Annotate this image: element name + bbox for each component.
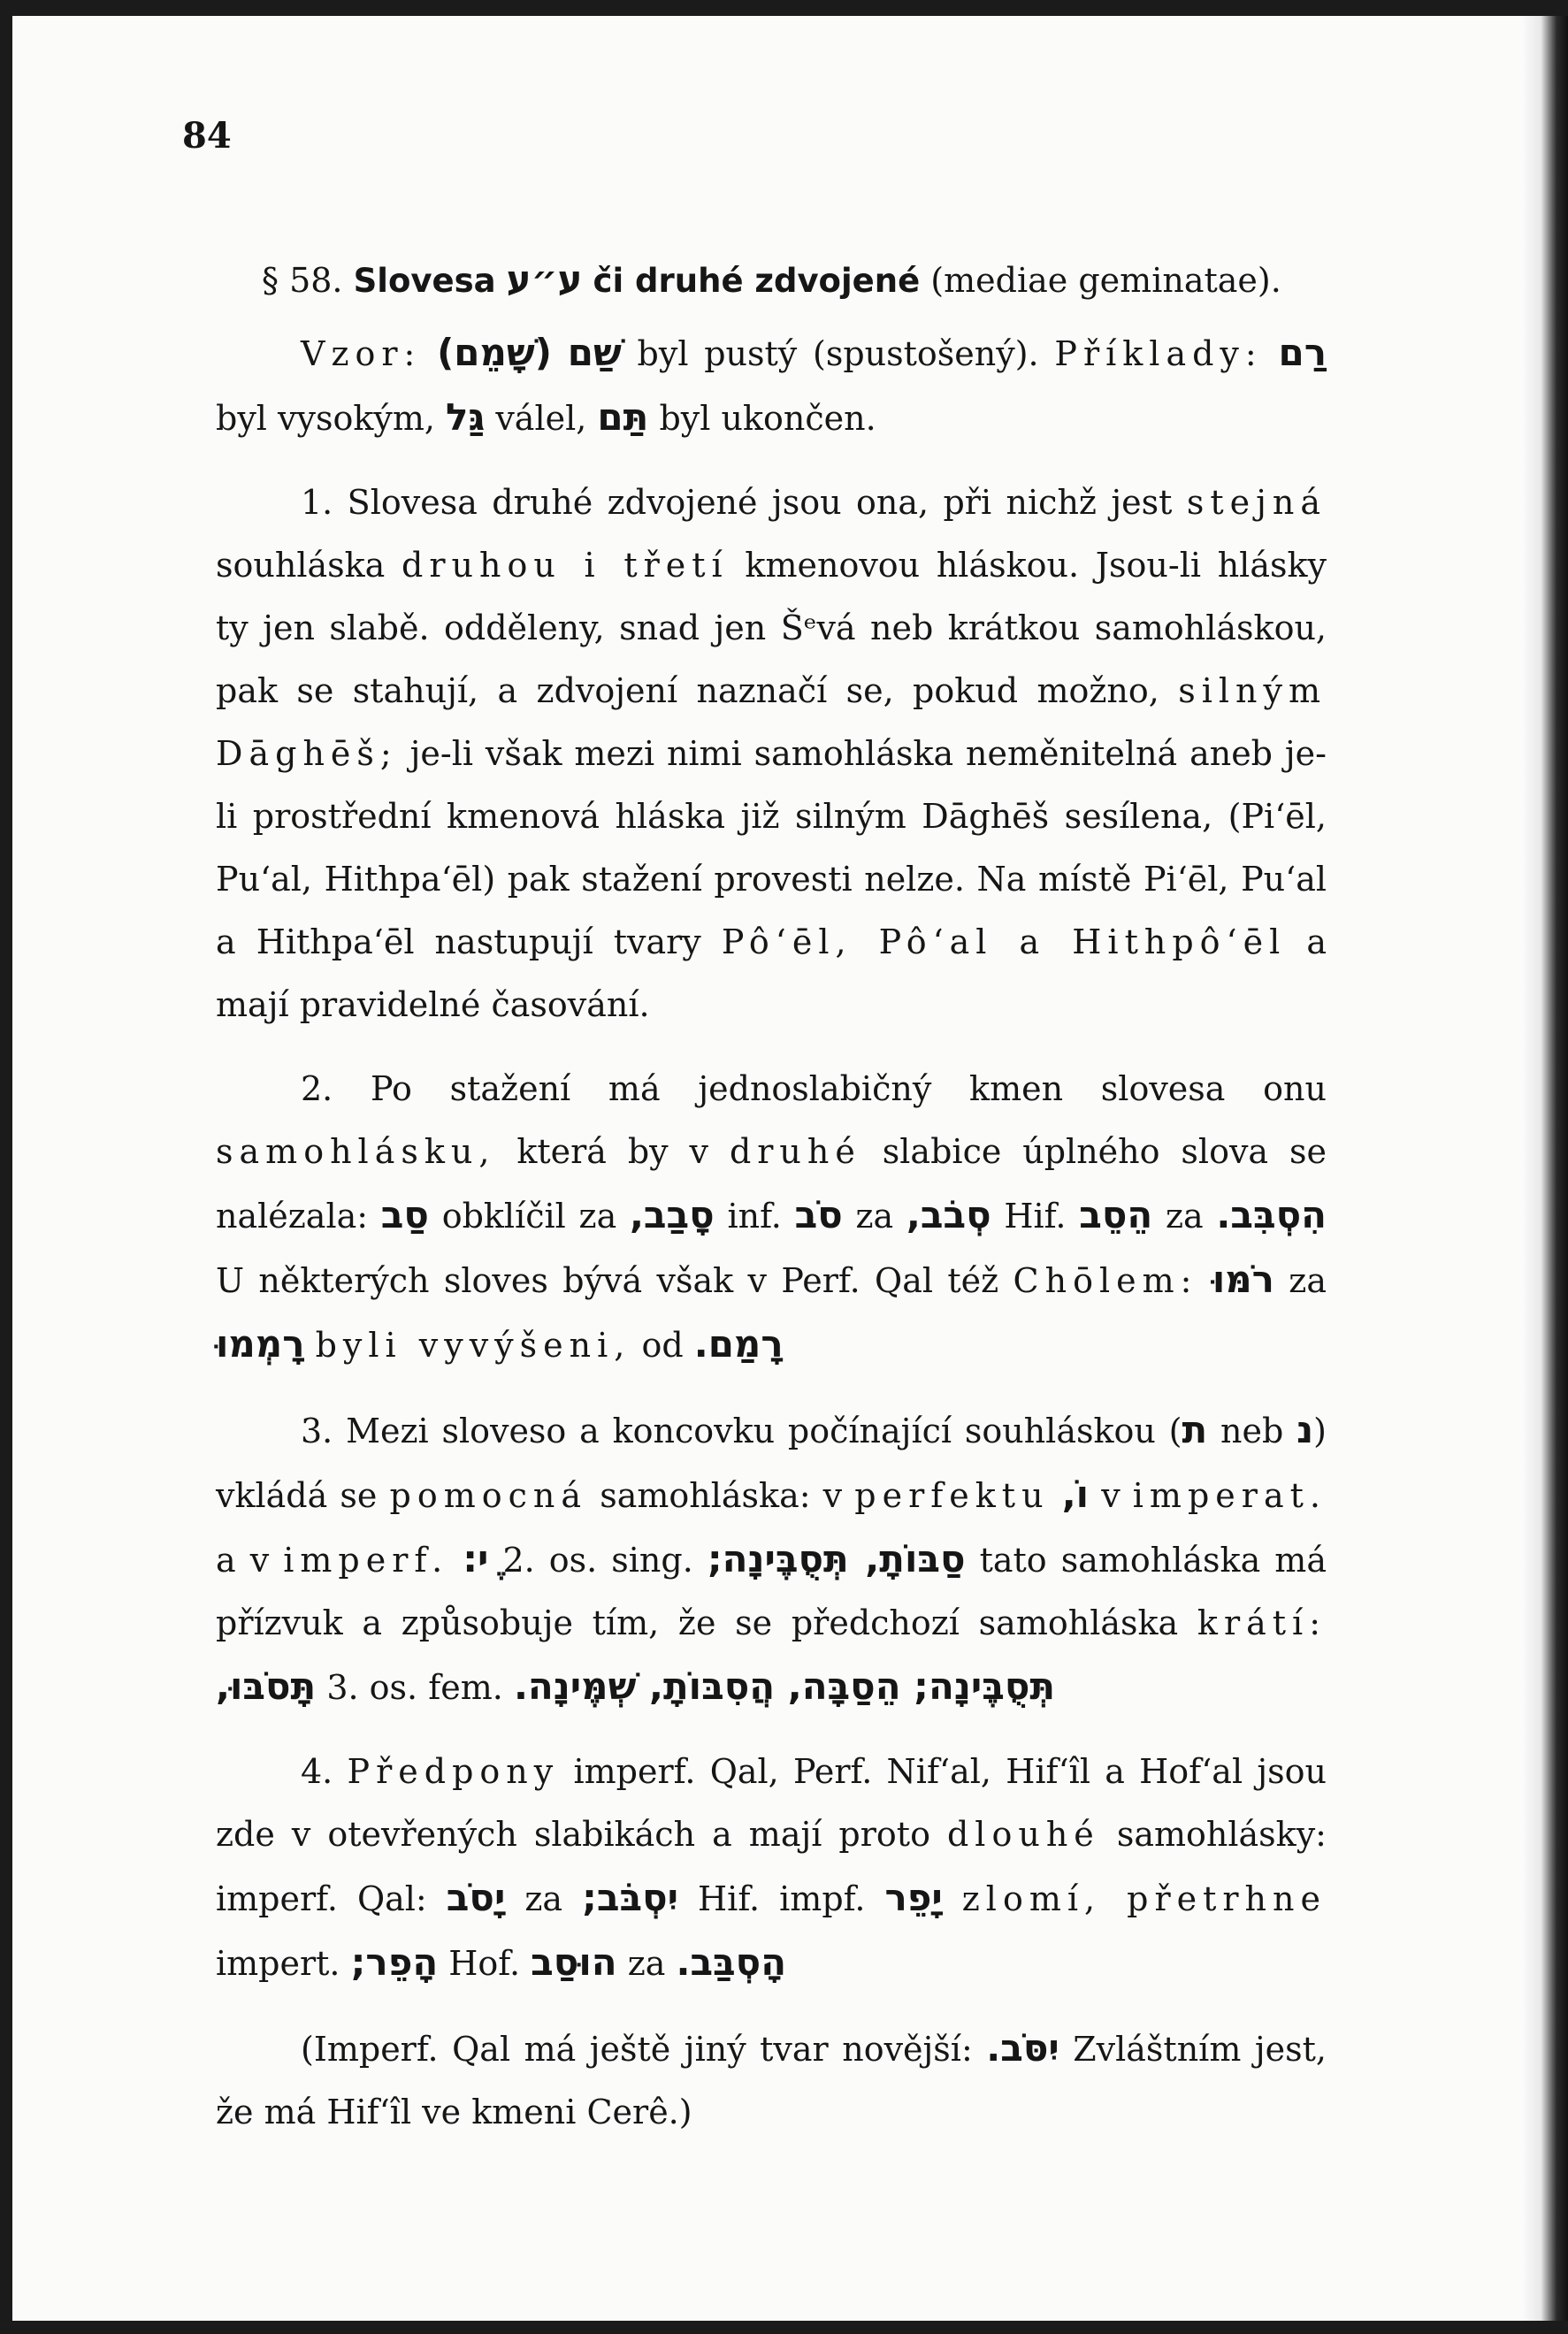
- text-span: a v: [216, 1541, 270, 1580]
- text-span: ) vkládá se: [216, 1412, 1327, 1515]
- hebrew-word: רַם: [1278, 331, 1327, 374]
- text-span: v: [1101, 1476, 1121, 1515]
- text-span: za: [627, 1944, 666, 1983]
- paragraph-2: [216, 1058, 1327, 1377]
- text-span: Příklady:: [1054, 334, 1263, 373]
- text-span: 3. os. fem.: [326, 1668, 503, 1707]
- section-sign: § 58.: [262, 261, 343, 300]
- text-span: Hif.: [1004, 1197, 1067, 1236]
- spaced-text: byli vyvýšeni,: [315, 1326, 631, 1365]
- hebrew-word: הֵסֵב: [1079, 1193, 1153, 1236]
- text-span: samohlásky: imperf. Qal:: [216, 1815, 1327, 1918]
- spaced-text: Pôʻēl, Pôʻal a Hithpôʻēl: [721, 922, 1287, 961]
- spaced-text: pomocná: [389, 1476, 588, 1515]
- text-span: Vzor:: [301, 334, 422, 373]
- text-span: za: [855, 1197, 894, 1236]
- text-span: inf.: [727, 1197, 782, 1236]
- hebrew-word: רָמְמוּ: [216, 1322, 305, 1366]
- section-subtitle: (mediae geminatae).: [930, 261, 1281, 300]
- text-span: byl pustý (spustošený).: [637, 334, 1039, 373]
- hebrew-word: סְבֹב,: [906, 1193, 991, 1236]
- text-span: a mají pravidelné časování.: [216, 922, 1327, 1024]
- hebrew-word: סַב: [380, 1193, 429, 1236]
- text-span: za: [524, 1879, 563, 1918]
- text-span: 2. os. sing.: [502, 1541, 693, 1580]
- text-span: Hof.: [448, 1944, 521, 1983]
- hebrew-word: ֶי:: [463, 1537, 489, 1580]
- page-edge: [1523, 16, 1568, 2321]
- text-span: válel,: [495, 399, 587, 438]
- text-span: 2. Po stažení má jednoslabičný kmen slovesa onu: [301, 1069, 1327, 1108]
- text-span: za: [1289, 1261, 1327, 1300]
- hebrew-word: סָבַב,: [629, 1193, 715, 1236]
- text-span: je-li však mezi nimi samohláska neměnitelná aneb je-li prostřední kmenová hláska již silným Dāghēš sesílena, (Piʻēl, Puʻal, Hithpaʻēl) pak stažení provesti nelze. Na místě Piʻēl, Puʻal a Hithpaʻēl nastupují tvary: [216, 734, 1327, 961]
- hebrew-word: נ: [1296, 1408, 1314, 1451]
- spaced-text: samohlásku,: [216, 1132, 496, 1171]
- paragraph-3: [216, 1398, 1327, 1719]
- spaced-text: dlouhé: [946, 1815, 1100, 1854]
- hebrew-word: יָסֹב: [446, 1876, 506, 1919]
- text-span: za: [1165, 1197, 1204, 1236]
- text-span: Zvláštním jest, že má Hifʻîl ve kmeni Cerê.): [216, 2030, 1327, 2131]
- hebrew-word: תָּסֹבּוּ,: [216, 1664, 317, 1708]
- section-title-post: či druhé zdvojené: [593, 262, 921, 300]
- spaced-text: imperat.: [1132, 1476, 1327, 1515]
- spaced-text: druhou i třetí: [402, 546, 729, 585]
- hebrew-word: הָפֵר;: [350, 1940, 439, 1984]
- text-span: kmenovou hláskou. Jsou-li hlásky ty jen slabě. odděleny, snad jen Šᵉvá neb krátkou samohláskou, pak se stahují, a zdvojení naznačí se, pokud možno,: [216, 546, 1327, 710]
- paragraph-5: [216, 2016, 1327, 2144]
- paragraph-4: [216, 1741, 1327, 1995]
- text-span: 4.: [301, 1752, 333, 1791]
- spaced-text: stejná: [1186, 483, 1327, 522]
- hebrew-word: גַּל: [446, 395, 486, 439]
- hebrew-word: יִסֹּב.: [986, 2026, 1059, 2070]
- spaced-text: krátí:: [1197, 1603, 1327, 1642]
- paragraph-vzor: [216, 321, 1327, 450]
- spaced-text: Předpony: [347, 1752, 560, 1791]
- hebrew-word: תַּם: [597, 395, 649, 439]
- text-span: U některých sloves bývá však v Perf. Qal též: [216, 1261, 999, 1300]
- page-content: [216, 248, 1327, 2144]
- hebrew-word: רָמַם.: [693, 1322, 784, 1366]
- hebrew-word: וֹ,: [1061, 1473, 1090, 1516]
- text-span: (Imperf. Qal má ještě jiný tvar novější:: [301, 2030, 973, 2069]
- spaced-text: Chōlem:: [1013, 1261, 1198, 1300]
- text-span: imperf. Qal, Perf. Nifʻal, Hifʻîl a Hofʻal jsou zde v otevřených slabikách a mají proto: [216, 1752, 1327, 1854]
- text-span: tato samohláska má přízvuk a způsobuje tím, že se předchozí samohláska: [216, 1541, 1327, 1642]
- section-title-hebrew: ע״ע: [506, 257, 583, 301]
- section-heading: [216, 248, 1327, 312]
- spaced-text: silným Dāghēš;: [216, 671, 1327, 773]
- section-title-pre: Slovesa: [353, 262, 496, 300]
- spaced-text: druhé: [729, 1132, 861, 1171]
- hebrew-word: הָסְבַּב.: [676, 1940, 787, 1984]
- hebrew-word: הִסְבִּב.: [1216, 1193, 1327, 1236]
- hebrew-word: (שָׁמֵם): [437, 331, 552, 374]
- text-span: neb: [1220, 1412, 1284, 1450]
- page-number: 84: [182, 115, 232, 157]
- text-span: impert.: [216, 1944, 340, 1983]
- hebrew-word: שַׁם: [567, 331, 622, 374]
- text-span: 1. Slovesa druhé zdvojené jsou ona, při nichž jest: [301, 483, 1173, 522]
- text-span: byl ukončen.: [659, 399, 876, 438]
- text-span: 3. Mezi sloveso a koncovku počínající souhláskou (: [301, 1412, 1182, 1450]
- hebrew-word: יִסְבֹּב;: [582, 1876, 678, 1919]
- text-span: byl vysokým,: [216, 399, 435, 438]
- hebrew-word: הוּסַב: [531, 1940, 617, 1984]
- spaced-text: imperf.: [283, 1541, 449, 1580]
- hebrew-word: יָפֵר: [884, 1876, 943, 1919]
- text-span: která by v: [516, 1132, 709, 1171]
- hebrew-word: תְּסֻבֶּינָה; הֵסַבָּה, הֲסִבּוֹתָ, שְׁמֶּינָה.: [513, 1664, 1056, 1708]
- paragraph-1: [216, 471, 1327, 1037]
- hebrew-word: רֹמּוּ: [1212, 1258, 1274, 1301]
- hebrew-word: סַבּוֹתָ, תְּסֻבֶּינָה;: [707, 1537, 966, 1580]
- text-span: Hif. impf.: [698, 1879, 866, 1918]
- text-span: samohláska: v: [600, 1476, 843, 1515]
- text-span: souhláska: [216, 546, 386, 585]
- hebrew-word: סֹב: [794, 1193, 843, 1236]
- text-span: slabice úplného slova se nalézala:: [216, 1132, 1327, 1236]
- spaced-text: zlomí, přetrhne: [961, 1879, 1327, 1918]
- hebrew-word: ת: [1182, 1408, 1208, 1451]
- spaced-text: perfektu: [854, 1476, 1050, 1515]
- text-span: obklíčil za: [441, 1197, 617, 1236]
- text-span: od: [641, 1326, 684, 1365]
